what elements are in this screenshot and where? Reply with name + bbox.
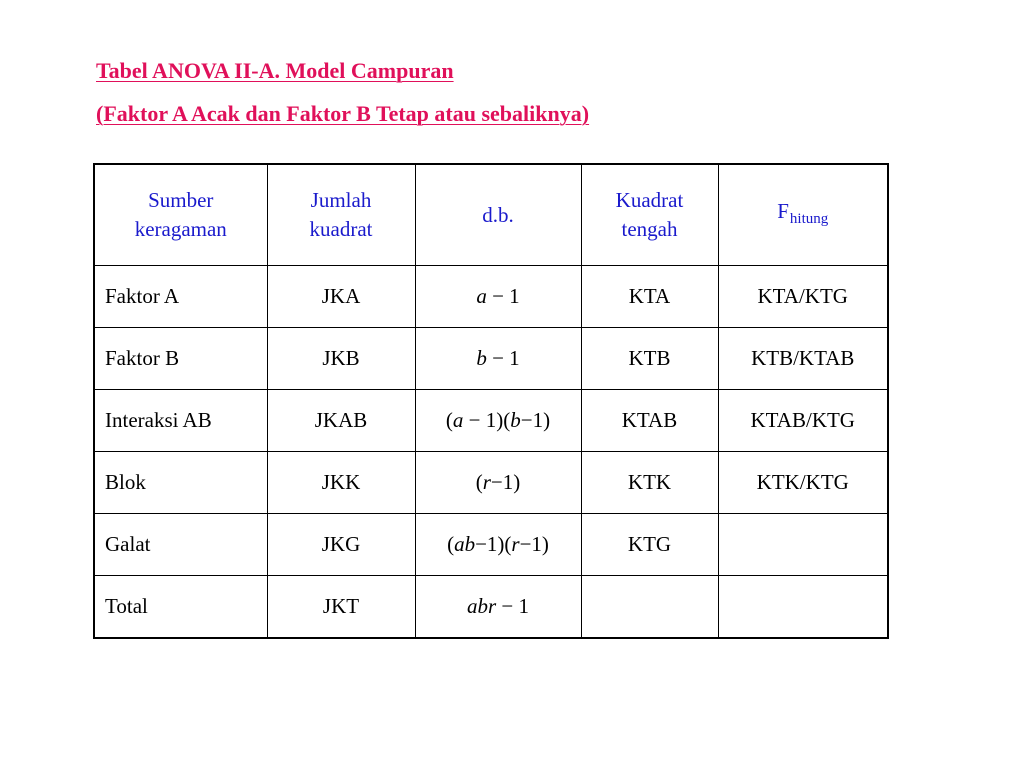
cell-jk: JKAB [267, 390, 415, 452]
cell-kt: KTK [581, 452, 718, 514]
header-jk-line1: Jumlah [310, 188, 372, 212]
cell-db: a − 1 [415, 266, 581, 328]
anova-table [93, 163, 889, 639]
cell-sumber: Faktor B [94, 328, 267, 390]
title-line-1: Tabel ANOVA II-A. Model Campuran [96, 58, 454, 83]
table-row [94, 328, 888, 390]
cell-kt: KTG [581, 514, 718, 576]
header-kt-line2: tengah [621, 217, 678, 241]
header-db-label: d.b. [482, 202, 514, 227]
table-row [94, 266, 888, 328]
cell-f: KTK/KTG [718, 452, 888, 514]
header-sumber-keragaman [94, 164, 267, 266]
table-row [94, 452, 888, 514]
cell-jk: JKT [267, 576, 415, 639]
header-sumber-line2: keragaman [134, 217, 227, 241]
cell-sumber: Blok [94, 452, 267, 514]
cell-sumber: Total [94, 576, 267, 639]
table-row [94, 576, 888, 639]
header-sumber-line1: Sumber [148, 188, 214, 212]
cell-db: (r−1) [415, 452, 581, 514]
cell-db: (a − 1)(b−1) [415, 390, 581, 452]
header-f-hitung [718, 164, 888, 266]
header-jumlah-kuadrat [267, 164, 415, 266]
header-db [415, 164, 581, 266]
cell-kt [581, 576, 718, 639]
cell-sumber: Faktor A [94, 266, 267, 328]
title-line-2: (Faktor A Acak dan Faktor B Tetap atau sebaliknya) [96, 101, 590, 126]
table-header-row [94, 164, 888, 266]
header-jk-line2: kuadrat [309, 217, 373, 241]
cell-f: KTA/KTG [718, 266, 888, 328]
table-row [94, 390, 888, 452]
cell-jk: JKB [267, 328, 415, 390]
cell-kt: KTAB [581, 390, 718, 452]
cell-db: abr − 1 [415, 576, 581, 639]
header-kuadrat-tengah [581, 164, 718, 266]
cell-f [718, 576, 888, 639]
header-kt-line1: Kuadrat [615, 188, 684, 212]
cell-f [718, 514, 888, 576]
cell-f: KTAB/KTG [718, 390, 888, 452]
cell-kt: KTA [581, 266, 718, 328]
cell-jk: JKG [267, 514, 415, 576]
cell-db: b − 1 [415, 328, 581, 390]
cell-sumber: Interaksi AB [94, 390, 267, 452]
cell-jk: JKA [267, 266, 415, 328]
cell-f: KTB/KTAB [718, 328, 888, 390]
cell-jk: JKK [267, 452, 415, 514]
cell-kt: KTB [581, 328, 718, 390]
table-row [94, 514, 888, 576]
header-f-sub: hitung [789, 210, 829, 227]
cell-sumber: Galat [94, 514, 267, 576]
cell-db: (ab−1)(r−1) [415, 514, 581, 576]
header-f-main: F [777, 198, 789, 223]
